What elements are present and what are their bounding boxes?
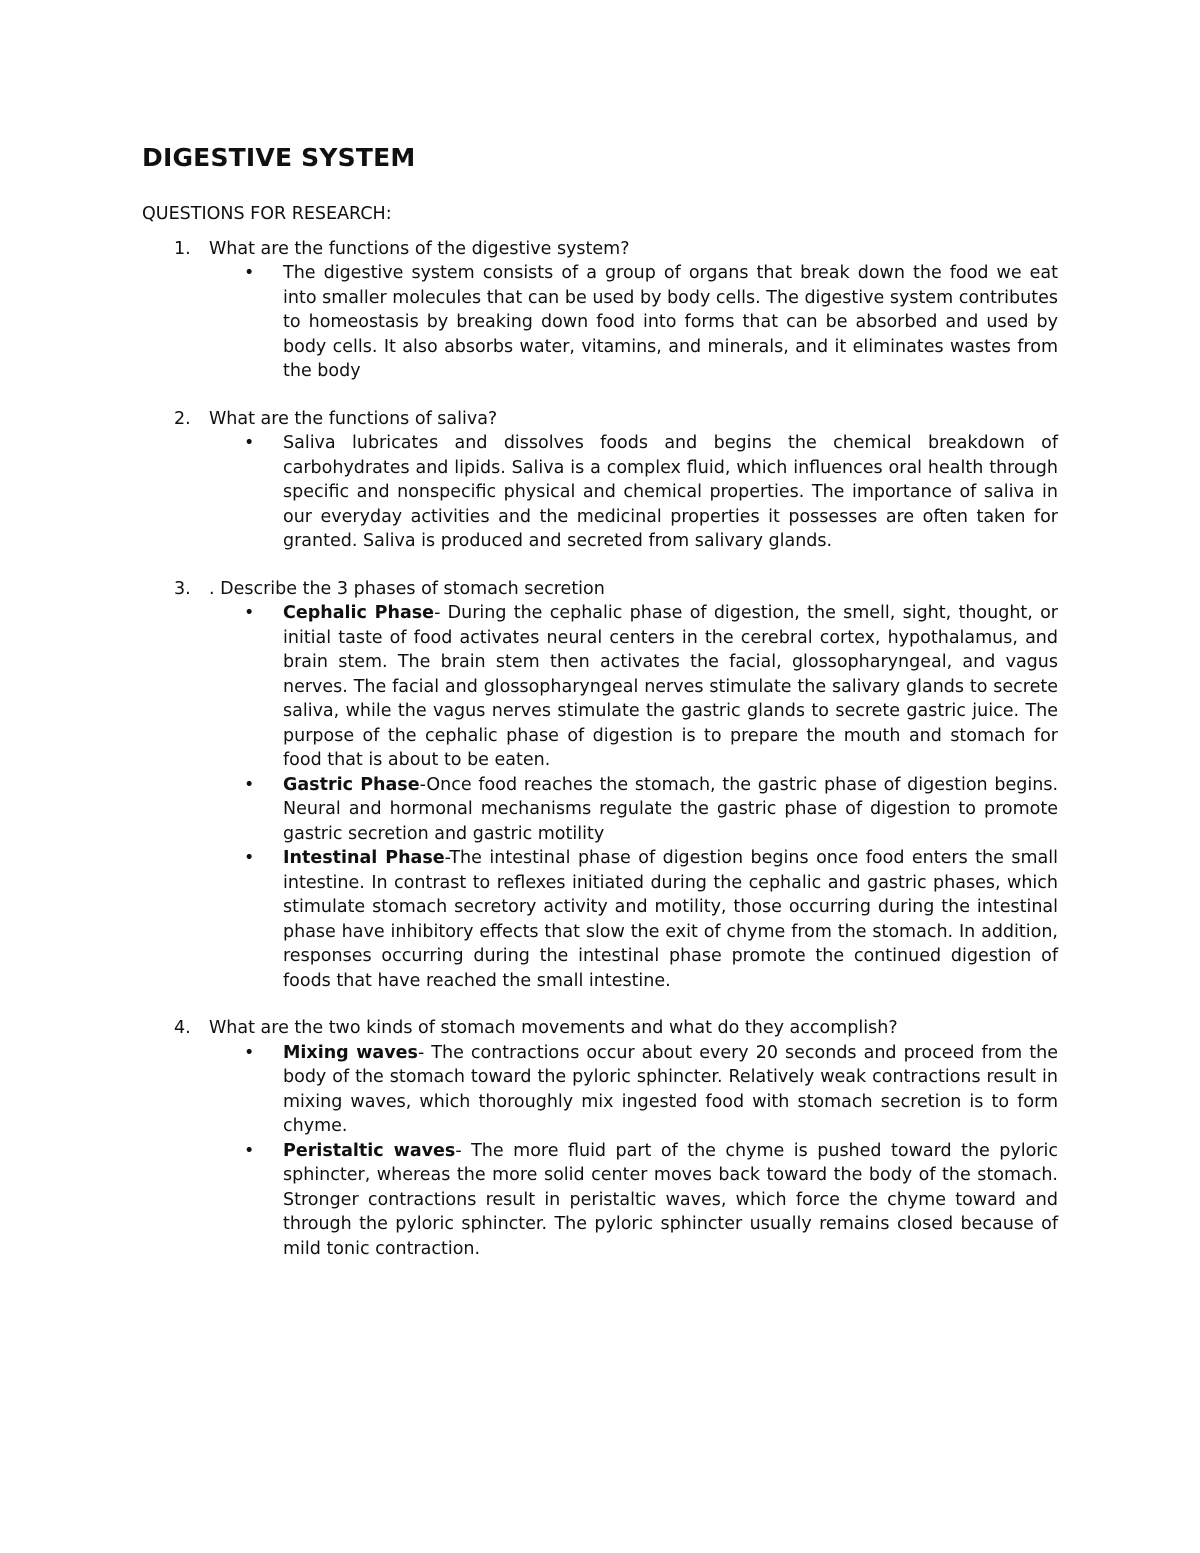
bullet-icon: • <box>244 1140 255 1161</box>
bullet-icon: • <box>244 1042 255 1063</box>
answer-item <box>142 261 1058 384</box>
question-text: What are the two kinds of stomach movements and what do they accomplish? <box>209 1018 898 1038</box>
document-title: DIGESTIVE SYSTEM <box>142 143 416 172</box>
answer-text: -The intestinal phase of digestion begins once food enters the small intestine. In contrast to reflexes initiated during the cephalic and gastric phases, which stimulate stomach secretory activity and motility, those occurring during the intestinal phase have inhibitory effects that slow the exit of chyme from the stomach. In addition, responses occurring during the intestinal phase promote the continued digestion of foods that have reached the small intestine. <box>283 848 1058 991</box>
answer-text: -Once food reaches the stomach, the gastric phase of digestion begins. Neural and hormonal mechanisms regulate the gastric phase of digestion to promote gastric secretion and gastric motility <box>283 774 1059 844</box>
answer-item <box>142 601 1058 773</box>
answer-text: - During the cephalic phase of digestion, the smell, sight, thought, or initial taste of food activates neural centers in the cerebral cortex, hypothalamus, and brain stem. The brain stem then activates the facial, glossopharyngeal, and vagus nerves. The facial and glossopharyngeal nerves stimulate the salivary glands to secrete saliva, while the vagus nerves stimulate the gastric glands to secrete gastric juice. The purpose of the cephalic phase of digestion is to prepare the mouth and stomach for food that is about to be eaten. <box>283 603 1058 770</box>
answer-list <box>142 1041 1058 1262</box>
answer-term: Cephalic Phase <box>283 603 435 623</box>
answer-list <box>142 601 1058 993</box>
answer-term: Intestinal Phase <box>283 848 445 868</box>
question-number: 1. <box>174 238 191 259</box>
bullet-icon: • <box>244 603 255 623</box>
bullet-icon: • <box>244 433 255 453</box>
question-row <box>142 1016 1058 1041</box>
document-page <box>142 138 1058 1284</box>
question-item <box>142 407 1058 554</box>
answer-item <box>142 846 1058 993</box>
answer-text: The digestive system consists of a group of organs that break down the food we eat into smaller molecules that can be used by body cells. The digestive system contributes to homeostasis by breaking down food into forms that can be absorbed and used by body cells. It also absorbs water, vitamins, and minerals, and it eliminates wastes from the body <box>283 263 1058 381</box>
answer-item <box>142 1041 1058 1139</box>
question-number: 2. <box>174 408 191 429</box>
question-row <box>142 577 1058 602</box>
bullet-icon: • <box>244 774 255 795</box>
bullet-icon: • <box>244 848 255 868</box>
answer-text: - The contractions occur about every 20 seconds and proceed from the body of the stomach toward the pyloric sphincter. Relatively weak contractions result in mixing waves, which thoroughly mix ingested food with stomach secretion is to form chyme. <box>283 1042 1058 1136</box>
question-row <box>142 237 1058 262</box>
answer-text: Saliva lubricates and dissolves foods and begins the chemical breakdown of carbohydrates and lipids. Saliva is a complex fluid, which influences oral health through specific and nonspecific physical and chemical properties. The importance of saliva in our everyday activities and the medicinal properties it possesses are often taken for granted. Saliva is produced and secreted from salivary glands. <box>283 433 1058 551</box>
question-text: . Describe the 3 phases of stomach secretion <box>209 578 605 599</box>
answer-item <box>142 431 1058 554</box>
document-subtitle: QUESTIONS FOR RESEARCH: <box>142 204 392 224</box>
answer-list <box>142 261 1058 384</box>
answer-item <box>142 773 1058 847</box>
question-item <box>142 1016 1058 1261</box>
answer-term: Mixing waves <box>283 1042 418 1063</box>
question-item <box>142 577 1058 994</box>
answer-item <box>142 1139 1058 1262</box>
answer-term: Peristaltic waves <box>283 1140 456 1161</box>
question-text: What are the functions of saliva? <box>209 408 498 429</box>
question-number: 3. <box>174 578 191 599</box>
question-number: 4. <box>174 1018 191 1038</box>
answer-term: Gastric Phase <box>283 774 420 795</box>
bullet-icon: • <box>244 263 255 283</box>
answer-list <box>142 431 1058 554</box>
question-text: What are the functions of the digestive system? <box>209 238 630 259</box>
question-item <box>142 237 1058 384</box>
answer-text: - The more fluid part of the chyme is pushed toward the pyloric sphincter, whereas the more solid center moves back toward the body of the stomach. Stronger contractions result in peristaltic waves, which force the chyme toward and through the pyloric sphincter. The pyloric sphincter usually remains closed because of mild tonic contraction. <box>283 1140 1058 1259</box>
question-row <box>142 407 1058 432</box>
